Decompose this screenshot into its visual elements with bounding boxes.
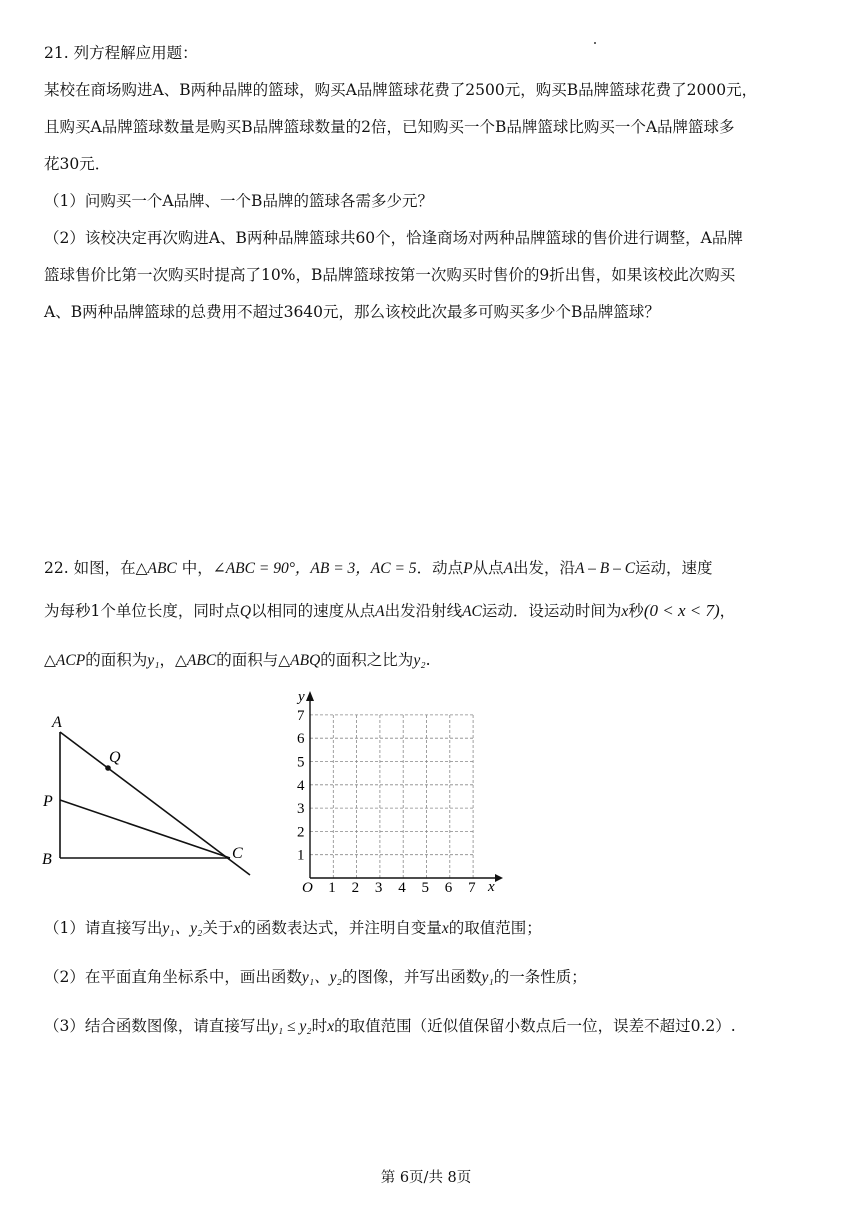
q22-math: y₁ ≤ y₂ (270, 1018, 312, 1035)
q22-text: 出发，沿 (513, 559, 576, 577)
q21-subquestion-2-line-3: A、B两种品牌篮球的总费用不超过3640元，那么该校此次最多可购买多少个B品牌篮球？ (44, 303, 660, 321)
label-c: C (232, 845, 243, 862)
q22-subquestion-3 (44, 1015, 736, 1038)
y-tick-label: 5 (297, 754, 305, 771)
y-tick-label: 2 (297, 824, 305, 841)
q22-text: （2）在平面直角坐标系中，画出函数 (44, 968, 302, 986)
q21-paragraph-1: 某校在商场购进A、B两种品牌的篮球，购买A品牌篮球花费了2500元，购买B品牌篮球花费了2000元， (44, 81, 758, 99)
q22-text: 中， (176, 559, 213, 577)
q22-text: （1）请直接写出 (44, 919, 163, 937)
q21-subquestion-1: （1）问购买一个A品牌、一个B品牌的篮球各需多少元？ (44, 192, 433, 210)
q22-math: △ACP (44, 652, 86, 669)
ray-ac (60, 732, 250, 875)
q22-text: ．动点 (416, 559, 464, 577)
tick-labels (297, 708, 476, 896)
grid-lines (310, 715, 473, 878)
segment-pc (60, 800, 230, 858)
q21-paragraph-2: 且购买A品牌篮球数量是购买B品牌篮球数量的2倍，已知购买一个B品牌篮球比购买一个A品牌篮球多 (44, 118, 735, 136)
q22-math: y₁、y₂ (301, 969, 342, 986)
y-axis-label: y (298, 689, 305, 705)
q22-text: 的面积为 (85, 651, 148, 669)
x-tick-label: 2 (351, 880, 360, 896)
x-tick-label: 5 (421, 880, 429, 896)
q22-text: 的面积与 (216, 651, 279, 669)
label-b: B (42, 851, 52, 868)
q22-text: 关于 (202, 919, 234, 937)
q22-math: A (375, 603, 385, 620)
page-number-footer: 第 6页/共 8页 (380, 1170, 472, 1186)
q21-subquestion-2-line-2: 篮球售价比第一次购买时提高了10%，B品牌篮球按第一次购买时售价的9折出售，如果该校此次购买 (44, 266, 736, 284)
q22-text: 运动．设运动时间为 (481, 602, 622, 620)
q21-paragraph-3: 花30元． (44, 155, 111, 173)
q21-number: 21. (44, 44, 69, 62)
q22-text: 的取值范围（近似值保留小数点后一位，误差不超过0.2）. (334, 1017, 736, 1035)
q22-line-3 (44, 649, 431, 672)
q21-subquestion-2-line-1: （2）该校决定再次购进A、B两种品牌篮球共60个，恰逢商场对两种品牌篮球的售价进行调整，A品牌 (44, 229, 743, 247)
q22-subquestion-1 (44, 917, 542, 940)
label-q: Q (109, 749, 121, 766)
y-tick-label: 4 (297, 777, 305, 794)
q22-math: y₁、y₂ (162, 920, 203, 937)
q22-line-1 (44, 557, 713, 580)
q22-text: ， (159, 651, 176, 669)
q22-math: ∠ABC = 90°，AB = 3，AC = 5 (212, 560, 417, 577)
q22-math: x (621, 603, 629, 620)
q22-text: 运动，速度 (635, 559, 713, 577)
q22-math: A – B – C (575, 560, 636, 577)
q22-math: y₁ (147, 652, 160, 669)
label-a: A (52, 714, 62, 731)
q22-subquestion-2 (44, 966, 587, 989)
y-tick-label: 3 (297, 801, 305, 818)
x-axis-arrow (495, 874, 503, 882)
q22-text: 秒 (628, 602, 644, 620)
q21-heading: 列方程解应用题： (73, 44, 198, 62)
q22-math: (0 < x < 7) (643, 601, 720, 620)
q22-text: 时 (311, 1017, 328, 1035)
q22-math: △ABC (175, 652, 217, 669)
q22-text: （3）结合函数图像，请直接写出 (44, 1017, 271, 1035)
y-tick-label: 1 (297, 847, 305, 864)
q22-math: x (327, 1018, 335, 1035)
q22-text: 的函数表达式，并注明自变量 (240, 919, 442, 937)
x-tick-label: 3 (374, 880, 383, 896)
q22-text: 的取值范围； (448, 919, 542, 937)
x-tick-label: 7 (468, 880, 476, 896)
q22-text: 的面积之比为 (320, 651, 414, 669)
q22-math: A (503, 560, 514, 577)
x-tick-label: 4 (398, 880, 406, 896)
q22-text: 从点 (472, 559, 504, 577)
q22-math: x (233, 920, 241, 937)
q22-math: y₁ (481, 969, 494, 986)
q22-text: 的一条性质； (493, 968, 587, 986)
label-p: P (43, 793, 53, 810)
q22-text: 的图像，并写出函数 (341, 968, 482, 986)
coordinate-grid (290, 685, 510, 900)
q22-text: . (425, 651, 431, 669)
y-axis-arrow (306, 691, 314, 701)
point-q (105, 765, 111, 771)
triangle-figure (40, 712, 260, 882)
q22-math: y₂ (413, 652, 426, 669)
q21-heading-line (44, 42, 198, 64)
q22-math: AC (462, 603, 482, 620)
q22-text: 以相同的速度从点 (251, 602, 376, 620)
q22-text: 为每秒1个单位长度，同时点 (44, 602, 240, 620)
q22-math: △ABC (135, 560, 177, 577)
q22-text: ， (719, 602, 736, 620)
q22-math: P (463, 560, 473, 577)
x-axis-label: x (488, 879, 495, 895)
q22-text: 22. 如图，在 (44, 559, 136, 577)
q22-math: Q (239, 603, 252, 620)
q22-text: 出发沿射线 (384, 602, 463, 620)
q22-math: x (441, 920, 449, 937)
q22-line-2 (44, 600, 735, 623)
scan-speck (594, 42, 596, 44)
y-tick-label: 6 (297, 731, 305, 748)
origin-label: O (302, 880, 313, 896)
q22-math: △ABQ (278, 652, 321, 669)
x-tick-label: 1 (328, 880, 336, 896)
x-tick-label: 6 (444, 880, 453, 896)
y-tick-label: 7 (297, 707, 305, 724)
